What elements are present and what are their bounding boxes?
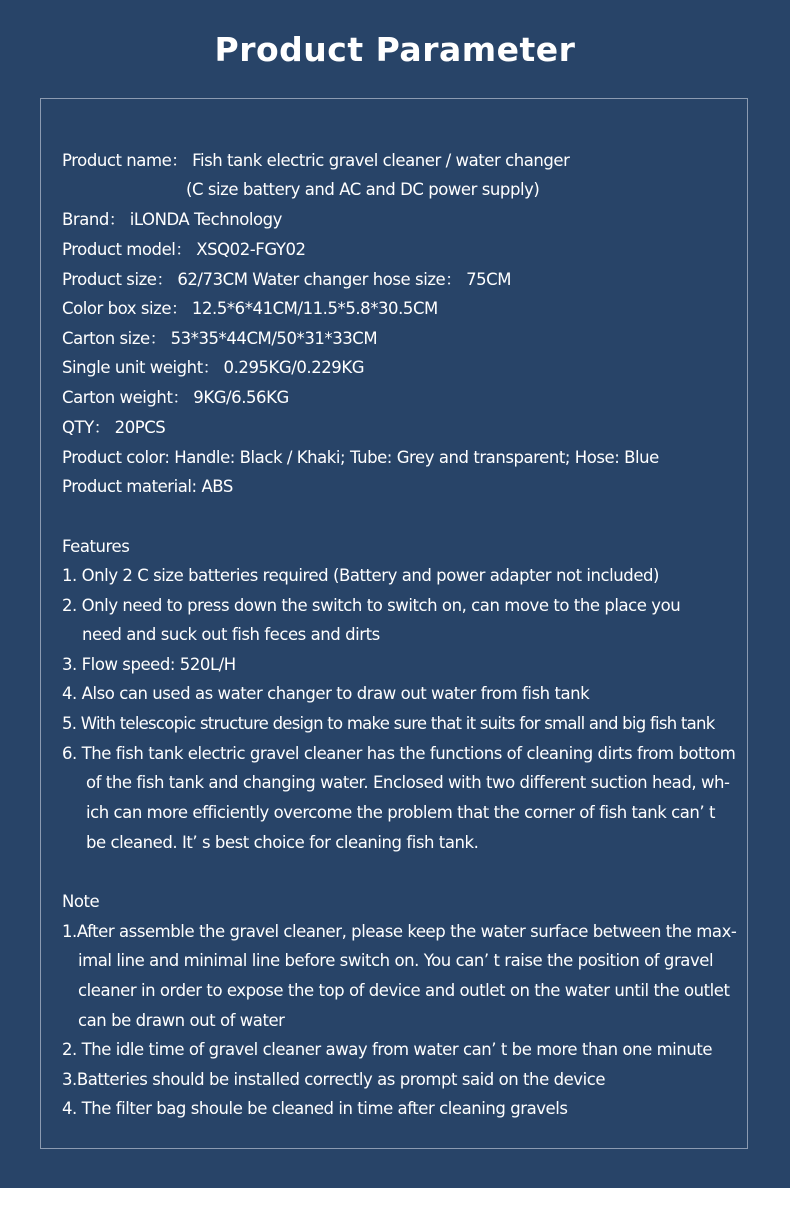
feature-item-continuation: of the fish tank and changing water. Enclosed with two different suction head, wh-: [86, 773, 730, 792]
feature-item-continuation: be cleaned. It’ s best choice for cleaning fish tank.: [86, 833, 479, 852]
note-item: 4. The filter bag shoule be cleaned in time after cleaning gravels: [62, 1099, 568, 1118]
page-title: Product Parameter: [214, 30, 576, 69]
color-box-size-line: Color box size： 12.5*6*41CM/11.5*5.8*30.5CM: [62, 299, 438, 318]
qty-line: QTY： 20PCS: [62, 418, 166, 437]
single-unit-weight-line: Single unit weight： 0.295KG/0.229KG: [62, 358, 365, 377]
note-item: 1.After assemble the gravel cleaner, please keep the water surface between the max-: [62, 922, 737, 941]
features-heading: Features: [62, 537, 130, 556]
feature-item: 4. Also can used as water changer to draw out water from fish tank: [62, 684, 590, 703]
feature-item: 3. Flow speed: 520L/H: [62, 655, 236, 674]
brand-line: Brand： iLONDA Technology: [62, 210, 282, 229]
carton-size-line: Carton size： 53*35*44CM/50*31*33CM: [62, 329, 378, 348]
product-color-line: Product color: Handle: Black / Khaki; Tube: Grey and transparent; Hose: Blue: [62, 448, 659, 467]
note-item-continuation: imal line and minimal line before switch on. You can’ t raise the position of gravel: [78, 951, 714, 970]
feature-item-continuation: ich can more efficiently overcome the problem that the corner of fish tank can’ t: [86, 803, 716, 822]
carton-weight-line: Carton weight： 9KG/6.56KG: [62, 388, 289, 407]
note-heading: Note: [62, 892, 100, 911]
note-item-continuation: cleaner in order to expose the top of device and outlet on the water until the outlet: [78, 981, 730, 1000]
product-material-line: Product material: ABS: [62, 477, 233, 496]
product-size-line: Product size： 62/73CM Water changer hose size： 75CM: [62, 270, 512, 289]
feature-item: 1. Only 2 C size batteries required (Battery and power adapter not included): [62, 566, 660, 585]
note-item-continuation: can be drawn out of water: [78, 1011, 285, 1030]
product-model-line: Product model： XSQ02-FGY02: [62, 240, 306, 259]
feature-item: 2. Only need to press down the switch to switch on, can move to the place you: [62, 596, 681, 615]
feature-item: 6. The fish tank electric gravel cleaner has the functions of cleaning dirts from bottom: [62, 744, 736, 763]
product-name-continuation: (C size battery and AC and DC power supply): [186, 180, 540, 199]
feature-item: 5. With telescopic structure design to make sure that it suits for small and big fish tank: [62, 714, 715, 733]
note-item: 3.Batteries should be installed correctly as prompt said on the device: [62, 1070, 606, 1089]
feature-item-continuation: need and suck out fish feces and dirts: [82, 625, 380, 644]
note-item: 2. The idle time of gravel cleaner away from water can’ t be more than one minute: [62, 1040, 713, 1059]
product-name-line: Product name： Fish tank electric gravel cleaner / water changer: [62, 151, 570, 170]
